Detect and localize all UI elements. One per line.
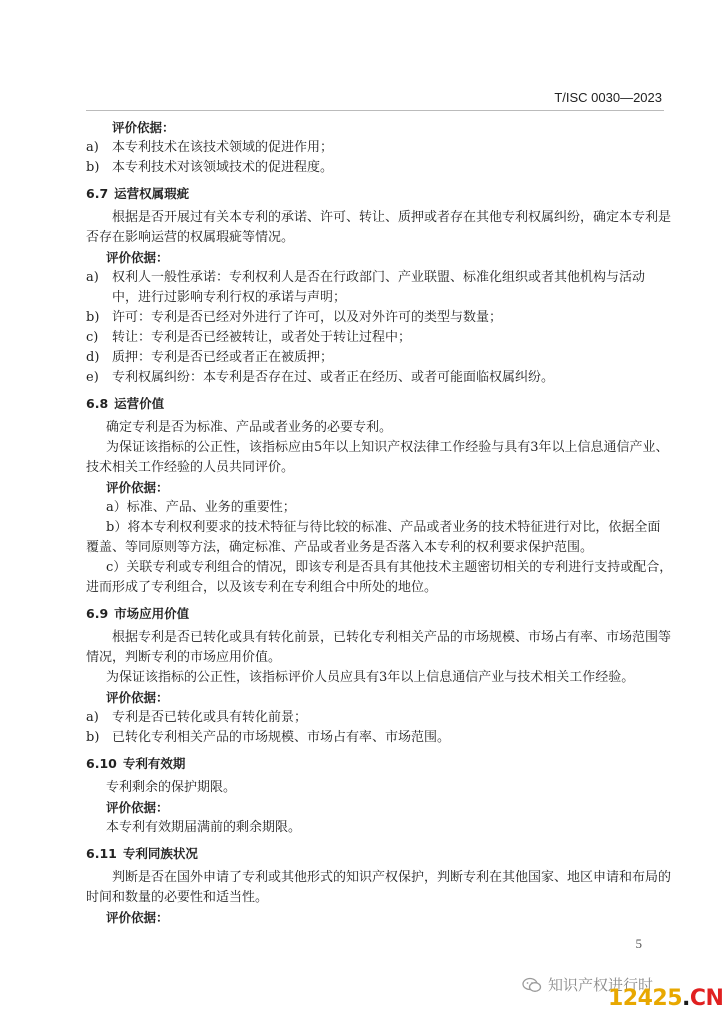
paragraph-continuation: 时间和数量的必要性和适当性。 <box>86 890 269 905</box>
section-number: 6.7 <box>86 186 109 201</box>
paragraph-continuation: 情况，判断专利的市场应用价值。 <box>86 650 282 665</box>
list-text: 本专利技术在该技术领域的促进作用； <box>112 140 334 155</box>
wechat-icon <box>522 977 542 993</box>
paragraph: 为保证该指标的公正性，该指标评价人员应具有3年以上信息通信产业与技术相关工作经验。 <box>106 670 635 685</box>
site-logo-dot: . <box>682 986 690 1011</box>
section-title: 运营权属瑕疵 <box>114 186 190 201</box>
basis-label: 评价依据： <box>106 690 169 705</box>
section-heading-6-11 <box>86 844 664 864</box>
paragraph: 为保证该指标的公正性，该指标应由5年以上知识产权法律工作经验与具有3年以上信息通信产业、 <box>106 440 669 455</box>
site-logo-number: 12425 <box>608 986 683 1011</box>
section-heading-6-9 <box>86 604 664 624</box>
paragraph: 本专利有效期届满前的剩余期限。 <box>106 820 302 835</box>
list-text-continuation: 覆盖、等同原则等方法，确定标准、产品或者业务是否落入本专利的权利要求保护范围。 <box>86 540 594 555</box>
paragraph: 确定专利是否为标准、产品或者业务的必要专利。 <box>106 420 393 435</box>
page-content <box>86 118 673 928</box>
list-text-continuation: 中，进行过影响专利行权的承诺与声明； <box>112 290 347 305</box>
list-marker: d) <box>86 350 100 365</box>
list-item <box>86 158 664 178</box>
list-text: 本专利技术对该领域技术的促进程度。 <box>112 160 334 175</box>
list-text: 权利人一般性承诺：专利权利人是否在行政部门、产业联盟、标准化组织或者其他机构与活动 <box>112 270 646 285</box>
list-item <box>86 308 664 328</box>
list-text: 专利是否已转化或具有转化前景； <box>112 710 308 725</box>
site-logo <box>608 986 723 1011</box>
basis-label: 评价依据： <box>112 120 175 135</box>
list-marker: b) <box>86 730 100 745</box>
list-item <box>86 268 664 288</box>
list-text-continuation: 进而形成了专利组合，以及该专利在专利组合中所处的地位。 <box>86 580 438 595</box>
basis-label: 评价依据： <box>106 250 169 265</box>
section-number: 6.11 <box>86 846 117 861</box>
section-heading-6-7 <box>86 184 664 204</box>
list-marker: c) <box>86 330 99 345</box>
section-number: 6.9 <box>86 606 109 621</box>
document-code: T/ISC 0030—2023 <box>554 90 662 105</box>
list-item <box>86 368 664 388</box>
list-marker: a) <box>86 710 99 725</box>
list-marker: b) <box>86 310 100 325</box>
list-item <box>86 328 664 348</box>
section-title: 专利有效期 <box>122 756 186 771</box>
list-marker: e) <box>86 370 99 385</box>
page-number: 5 <box>635 936 642 951</box>
basis-label: 评价依据： <box>106 480 169 495</box>
list-item: c）关联专利或专利组合的情况，即该专利是否具有其他技术主题密切相关的专利进行支持或配合， <box>106 560 673 575</box>
list-item <box>86 348 664 368</box>
paragraph: 根据是否开展过有关本专利的承诺、许可、转让、质押或者存在其他专利权属纠纷，确定本专利是 <box>112 210 672 225</box>
section-heading-6-8 <box>86 394 664 414</box>
section-number: 6.10 <box>86 756 117 771</box>
paragraph-continuation: 否存在影响运营的权属瑕疵等情况。 <box>86 230 295 245</box>
list-text: 已转化专利相关产品的市场规模、市场占有率、市场范围。 <box>112 730 451 745</box>
header-rule <box>86 110 664 111</box>
site-logo-tld: CN <box>689 986 723 1011</box>
section-title: 专利同族状况 <box>122 846 198 861</box>
basis-label: 评价依据： <box>106 910 169 925</box>
list-item <box>86 728 664 748</box>
list-marker: a) <box>86 270 99 285</box>
paragraph-continuation: 技术相关工作经验的人员共同评价。 <box>86 460 295 475</box>
list-item <box>86 708 664 728</box>
list-text: 许可：专利是否已经对外进行了许可，以及对外许可的类型与数量； <box>112 310 503 325</box>
list-text: 质押：专利是否已经或者正在被质押； <box>112 350 334 365</box>
list-item: a）标准、产品、业务的重要性； <box>106 500 296 515</box>
list-marker: b) <box>86 160 100 175</box>
list-text: 专利权属纠纷：本专利是否存在过、或者正在经历、或者可能面临权属纠纷。 <box>112 370 555 385</box>
section-title: 市场应用价值 <box>114 606 190 621</box>
list-item <box>86 138 664 158</box>
list-text: 转让：专利是否已经被转让，或者处于转让过程中； <box>112 330 412 345</box>
list-marker: a) <box>86 140 99 155</box>
section-title: 运营价值 <box>114 396 165 411</box>
basis-label: 评价依据： <box>106 800 169 815</box>
list-item: b）将本专利权利要求的技术特征与待比较的标准、产品或者业务的技术特征进行对比，依据全面 <box>106 520 661 535</box>
paragraph: 专利剩余的保护期限。 <box>106 780 237 795</box>
section-number: 6.8 <box>86 396 109 411</box>
watermark-text: 知识产权进行时 <box>548 976 654 994</box>
section-heading-6-10 <box>86 754 664 774</box>
paragraph: 判断是否在国外申请了专利或其他形式的知识产权保护，判断专利在其他国家、地区申请和布局的 <box>112 870 672 885</box>
paragraph: 根据专利是否已转化或具有转化前景，已转化专利相关产品的市场规模、市场占有率、市场范围等 <box>112 630 672 645</box>
